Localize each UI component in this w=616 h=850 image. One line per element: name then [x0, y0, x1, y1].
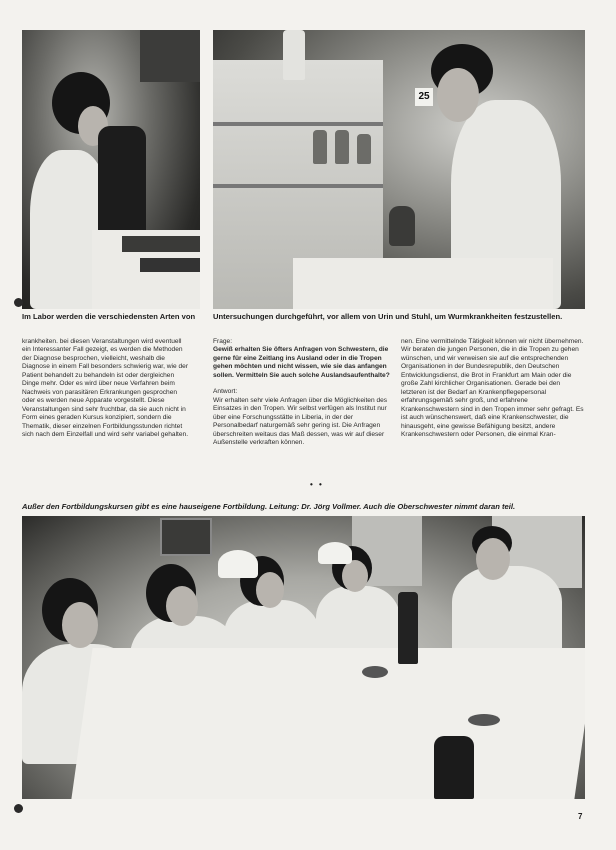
decorative-dot	[14, 804, 23, 813]
text-column-3	[401, 338, 585, 439]
question-label: Frage:	[213, 338, 233, 345]
nurse-3-face	[256, 572, 284, 608]
microscope	[98, 126, 146, 236]
bottle	[357, 134, 371, 164]
bottle	[283, 30, 305, 80]
text-column-2	[213, 338, 391, 447]
shelf-board-2	[213, 184, 383, 188]
ashtray	[362, 666, 388, 678]
section-ornament: • •	[310, 480, 324, 489]
answer-text: Wir erhalten sehr viele Anfragen über die Möglichkeiten des Einsatzes in den Tropen. Wir selbst verfügen als Institut nur über eine Forschungsstätte in Liberia, in der der Personalbedarf naturgemäß sehr gering ist. Die Anfragen überschreiten weitaus das Maß dessen, was wir auf dieser Außenstelle verkraften können.	[213, 396, 388, 446]
photo-training-seminar	[22, 516, 585, 799]
nurse-cap	[318, 542, 352, 564]
bottle	[398, 592, 418, 664]
specimen-tray-2	[140, 258, 200, 272]
lab-bench	[293, 258, 553, 309]
photo-lab-microscope	[22, 30, 200, 309]
window-frame	[140, 30, 200, 82]
bottle	[313, 130, 327, 164]
nurse-4-face	[342, 560, 368, 592]
photo-lab-technician	[213, 30, 585, 309]
question-text: Gewiß erhalten Sie öfters Anfragen von Schwestern, die gerne für eine Zeitlang ins Ausland oder in die Tropen gehen möchten und nicht wissen, wie sie das anfangen sollen. Vermitteln Sie auch solche Auslandsaufenthalte?	[213, 346, 390, 379]
answer-label: Antwort:	[213, 388, 238, 396]
doctor	[452, 566, 562, 656]
bottle	[434, 736, 474, 799]
photo-caption-left: Im Labor werden die verschiedensten Arten von	[22, 312, 196, 321]
shelf-board	[213, 122, 383, 126]
photo-caption-seminar: Außer den Fortbildungskursen gibt es eine hauseigene Fortbildung. Leitung: Dr. Jörg Vollmer. Auch die Oberschwester nimmt daran teil.	[22, 502, 516, 511]
body-paragraph: nen. Eine vermittelnde Tätigkeit können wir nicht übernehmen. Wir beraten die jungen Personen, die in die Tropen zu gehen wünschen, und wir verweisen sie auf die entsprechenden Organisationen in der Bundesrepublik, den Deutschen Entwicklungsdienst, die Brot in Frankfurt am Main oder die große Zahl kirchlicher Organisationen. Gerade bei den letzteren ist der Bedarf an Krankenpflegepersonal erfahrungsgemäß sehr groß, und erfahrene Krankenschwestern sind in den Tropen immer sehr gefragt. Es ist auch wünschenswert, daß eine Krankenschwester, die hinausgeht, eine gewisse Befähigung besitzt, andere Krankenschwestern oder Personen, die einmal Kran-	[401, 338, 584, 438]
body-paragraph: krankheiten. bei diesen Veranstaltungen wird eventuell ein Interessanter Fall gezeigt, es werden die Methoden der Diagnose besprochen, vielleicht, weshalb die Diagnose in einem Fall besonders schwierig war, wie der Patient behandelt zu behandeln ist oder dergleichen Dinge mehr. Oder es wird über neue Verfahren beim Nachweis von parasitären Erkrankungen gesprochen oder es werden neue Apparate vorgestellt. Diese Veranstaltungen sind sehr fruchtbar, da sie auch nicht in Form eines geraden Kursus konzipiert, sondern die Thematik, dieser einzelnen Fortbildungsstunden richtet sich nach dem Einzelfall und wird sehr variabel gehalten.	[22, 338, 189, 438]
nurse-2-face	[166, 586, 198, 626]
specimen-tray	[122, 236, 200, 252]
bottle	[335, 130, 349, 164]
room-number-sign: 25	[415, 88, 433, 106]
wall-picture	[160, 518, 212, 556]
nurse-cap	[218, 550, 258, 578]
ashtray	[468, 714, 500, 726]
doctor-face	[476, 538, 510, 580]
man-face	[437, 68, 479, 122]
photo-caption-right: Untersuchungen durchgeführt, vor allem von Urin und Stuhl, um Wurmkrankheiten festzustellen.	[213, 312, 563, 321]
text-column-1	[22, 338, 192, 439]
conference-table	[71, 648, 585, 799]
decorative-dot	[14, 298, 23, 307]
page-number: 7	[578, 812, 583, 821]
nurse-1-face	[62, 602, 98, 648]
flask	[389, 206, 415, 246]
